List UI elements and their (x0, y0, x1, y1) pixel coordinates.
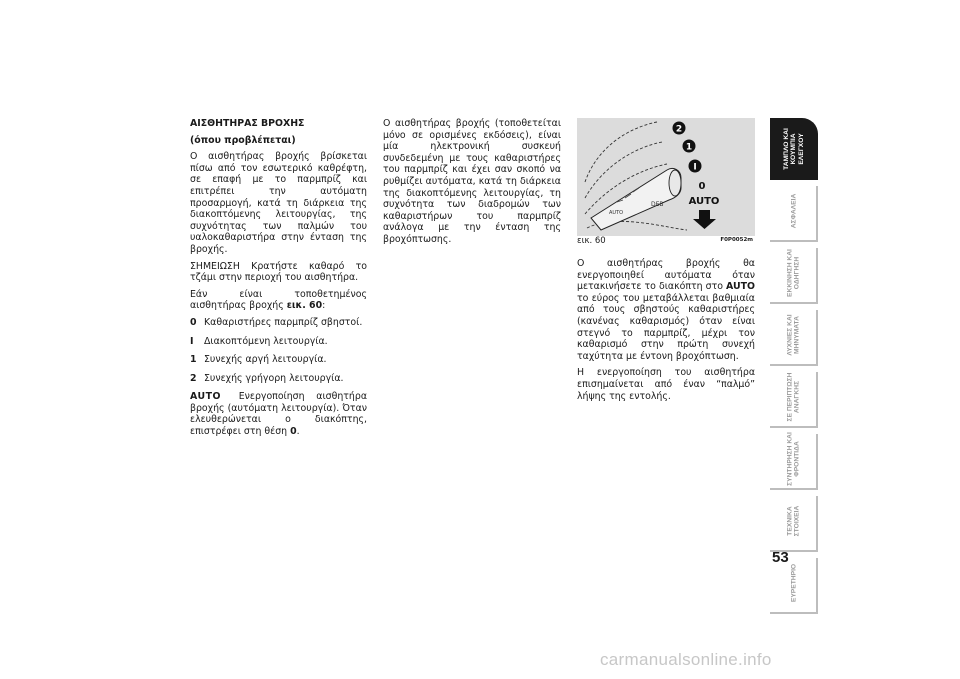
watermark: carmanualsonline.info (600, 650, 772, 669)
tab-label: ΣΕ ΠΕΡΙΠΤΩΣΗ ΑΝΑΓΚΗΣ (786, 372, 801, 422)
position-key: 0 (190, 316, 197, 328)
signal-paragraph: Η ενεργοποίηση του αισθητήρα επισημαίνεται από έναν “παλμό” λήψης της εντολής. (577, 367, 755, 402)
tab-maintenance[interactable] (770, 428, 818, 490)
wiper-lever-figure (577, 118, 755, 236)
middle-column (383, 118, 561, 251)
auto-item (190, 391, 367, 437)
note-paragraph: ΣΗΜΕΙΩΣΗ Κρατήστε καθαρό το τζάμι στην περιοχή του αισθητήρα. (190, 260, 367, 284)
position-text: Συνεχής αργή λειτουργία. (204, 354, 327, 366)
wiper-lever-diagram (577, 118, 755, 236)
position-text: Διακοπτόμενη λειτουργία. (204, 335, 328, 347)
position-2-label: 2 (675, 124, 683, 135)
tab-label: ΤΕΧΝΙΚΑ ΣΤΟΙΧΕΙΑ (786, 505, 801, 537)
position-text: Συνεχής γρήγορη λειτουργία. (204, 372, 344, 384)
position-1-label: 1 (685, 142, 693, 153)
page-number: 53 (772, 549, 789, 566)
figure-code: F0P0052m (720, 237, 753, 243)
tab-label: ΤΑΜΠΛΟ ΚΑΙ ΚΟΥΜΠΙΑ ΕΛΕΓΧΟΥ (782, 128, 805, 170)
figure-reference-paragraph (190, 289, 367, 312)
figure-reference-colon: : (322, 300, 326, 312)
lever-print: DEB (651, 201, 664, 208)
tab-label: ΣΥΝΤΗΡΗΣΗ ΚΑΙ ΦΡΟΝΤΙΔΑ (786, 432, 801, 486)
tab-dashboard-controls[interactable] (770, 118, 818, 180)
tab-label: ΛΥΧΝΙΕΣ ΚΑΙ ΜΗΝΥΜΑΤΑ (786, 314, 801, 356)
activation-text-b: το εύρος του μεταβάλλεται βαθμιαία από τους σβηστούς καθαριστήρες (κανένας καθαρισμός) όταν είναι στεγνό το παρμπρίζ, μέχρι τον καθαρισμό στην πρώτη συνεχή ταχύτητα με έντονη βροχόπτωση. (577, 292, 755, 362)
tab-safety[interactable] (770, 180, 818, 242)
auto-text: Ενεργοποίηση αισθητήρα βροχής (αυτόματη λειτουργία). Όταν ελευθερώνεται ο διακόπτης, επιστρέφει στη θέση (190, 391, 368, 438)
position-auto-label: AUTO (688, 196, 720, 207)
list-item (190, 336, 367, 348)
auto-key: AUTO (190, 391, 221, 403)
list-item (190, 373, 367, 385)
position-key: 1 (190, 354, 197, 366)
tab-starting-driving[interactable] (770, 242, 818, 304)
lever-knob (669, 170, 681, 196)
position-i-label: I (693, 162, 697, 173)
auto-ref: 0 (290, 426, 297, 438)
lever-auto-print: AUTO (609, 210, 624, 216)
list-item (190, 354, 367, 366)
tab-technical-data[interactable] (770, 490, 818, 552)
position-key: 2 (190, 372, 197, 384)
figure-caption: εικ. 60 (577, 236, 606, 246)
figure-reference-text: Εάν είναι τοποθετημένος αισθητήρας βροχής (190, 288, 367, 312)
activation-text-a: Ο αισθητήρας βροχής θα ενεργοποιηθεί αυτόματα όταν μετακινήσετε το διακόπτη στο (577, 258, 755, 293)
tab-label: ΑΣΦΑΛΕΙΑ (790, 193, 798, 229)
position-text: Καθαριστήρες παρμπρίζ σβηστοί. (204, 316, 363, 328)
tab-warning-lights[interactable] (770, 304, 818, 366)
description-paragraph: Ο αισθητήρας βροχής (τοποθετείται μόνο σε ορισμένες εκδόσεις), είναι μία ηλεκτρονική συσκευή συνδεδεμένη με τους καθαριστήρες του παρμπρίζ και έχει σαν σκοπό να ρυθμίζει αυτόματα, κατά τη διάρκεια της διακοπτόμενης λειτουργίας, τη συχνότητα των διαδρομών των καθαριστήρων του παρμπρίζ ανάλογα με την ένταση της βροχόπτωσης. (383, 118, 561, 245)
figure-reference-link[interactable]: εικ. 60 (286, 300, 323, 312)
figure-caption-row (577, 236, 755, 248)
list-item (190, 317, 367, 329)
tab-label: ΕΚΚΙΝΗΣΗ ΚΑΙ ΟΔΗΓΗΣΗ (786, 249, 801, 297)
right-column (577, 258, 755, 407)
position-key: I (190, 335, 194, 347)
left-column (190, 118, 367, 443)
section-title: ΑΙΣΘΗΤΗΡΑΣ ΒΡΟΧΗΣ (190, 118, 305, 129)
activation-paragraph (577, 258, 755, 362)
position-0-label: 0 (698, 181, 706, 192)
tab-label: ΕΥΡΕΤΗΡΙΟ (790, 563, 798, 603)
auto-end: . (296, 426, 300, 438)
intro-paragraph: Ο αισθητήρας βροχής βρίσκεται πίσω από τον εσωτερικό καθρέφτη, σε επαφή με το παρμπρίζ και επιτρέπει την αυτόματη προσαρμογή, κατά τη διάρκεια της διακοπτόμενης λειτουργίας, της συχνότητας των παλμών του υαλοκαθαριστήρα στην ένταση της βροχής. (190, 151, 367, 255)
activation-auto-key: AUTO (726, 281, 755, 293)
tab-emergency[interactable] (770, 366, 818, 428)
section-subtitle: (όπου προβλέπεται) (190, 134, 296, 146)
